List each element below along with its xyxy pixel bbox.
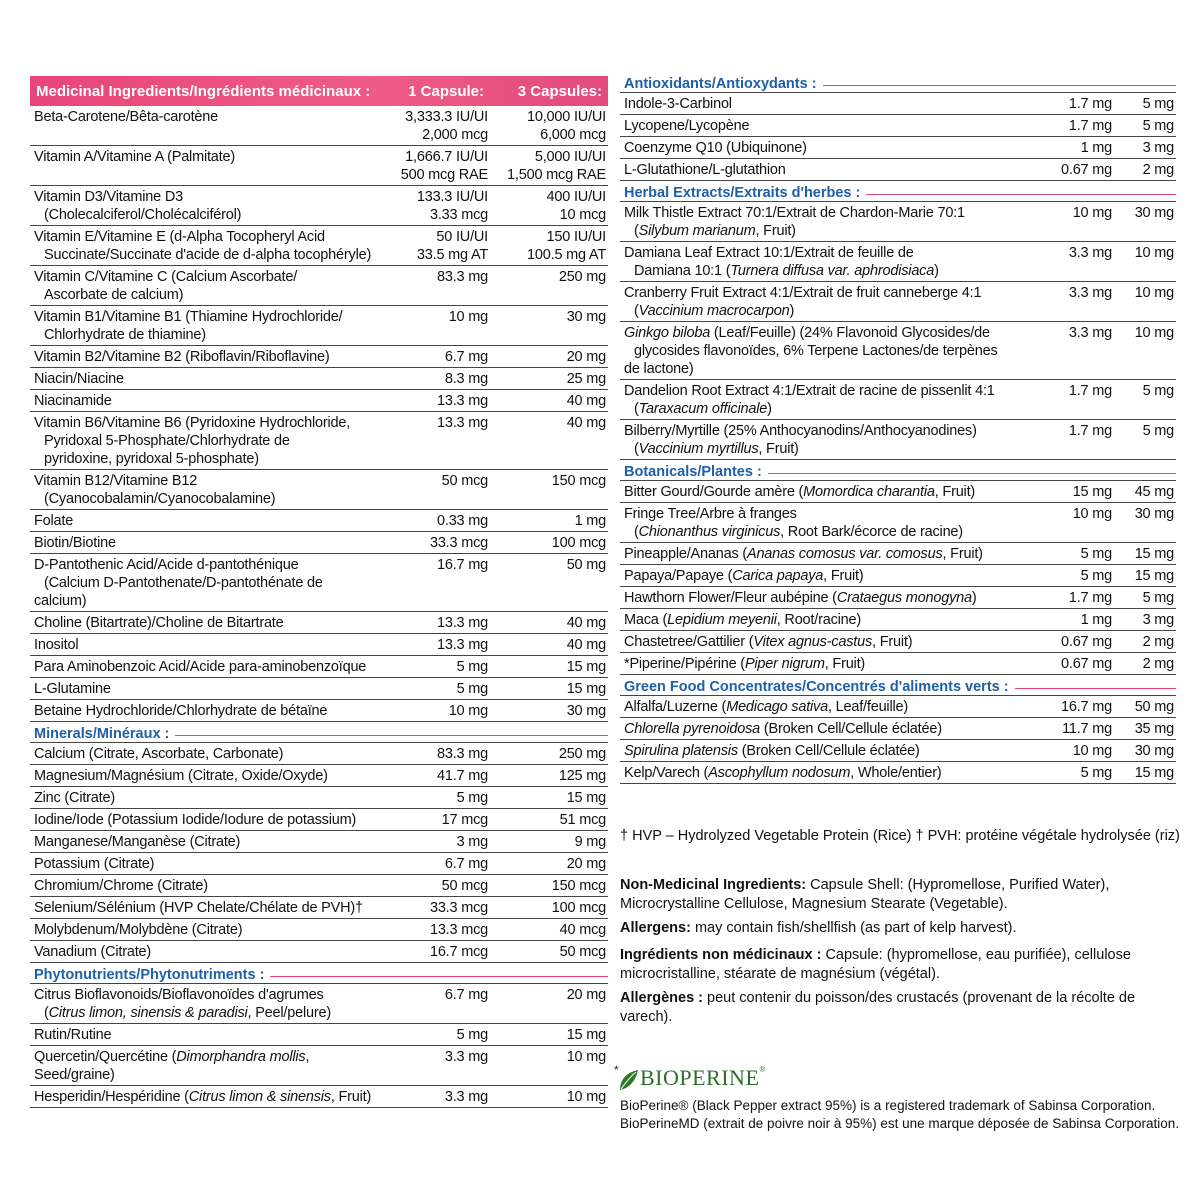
ingredient-row [620,93,1176,115]
table-header [30,76,608,106]
ingredient-name: Vitamin E/Vitamine E (d-Alpha Tocopheryl Acid Succinate/Succinate d'acide de d-alpha tocophéryle) [34,229,372,263]
ingredient-name: L-Glutamine [34,681,111,697]
dose-1-capsule: 10 mg [1072,743,1112,759]
ingredient-row [30,831,608,853]
dose-1-capsule: 0.67 mg [1061,162,1112,178]
ingredient-name: Vitamin A/Vitamine A (Palmitate) [34,149,235,165]
ingredient-name: Dandelion Root Extract 4:1/Extrait de racine de pissenlit 4:1 (Taraxacum officinale) [624,383,995,417]
ingredient-row [30,368,608,390]
dose-3-capsules: 15 mg [566,681,606,697]
dose-1-capsule: 6.7 mg [444,349,488,365]
ingredient-name: Citrus Bioflavonoids/Bioflavonoïdes d'agrumes (Citrus limon, sinensis & paradisi, Peel/pelure) [34,987,331,1021]
ingredient-name: Niacinamide [34,393,112,409]
ingredient-name: Kelp/Varech (Ascophyllum nodosum, Whole/entier) [624,765,942,781]
dose-3-capsules: 5 mg [1142,96,1174,112]
dose-3-capsules: 10,000 IU/UI 6,000 mcg [526,109,606,143]
dose-1-capsule: 10 mg [1072,506,1112,522]
dose-3-capsules: 2 mg [1142,634,1174,650]
ingredient-name: Bitter Gourd/Gourde amère (Momordica charantia, Fruit) [624,484,976,500]
ingredient-row [620,503,1176,543]
ingredient-name: Hesperidin/Hespéridine (Citrus limon & sinensis, Fruit) [34,1089,372,1105]
dose-3-capsules: 30 mg [566,703,606,719]
dose-1-capsule: 5 mg [1080,546,1112,562]
dose-1-capsule: 1 mg [1080,612,1112,628]
dose-3-capsules: 15 mg [566,790,606,806]
section-herbal-extracts: Herbal Extracts/Extraits d'herbes : [620,181,1176,202]
dose-1-capsule: 5 mg [456,790,488,806]
ingredient-row [30,919,608,941]
ingredient-row [620,740,1176,762]
dose-3-capsules: 400 IU/UI 10 mcg [546,189,606,223]
dose-1-capsule: 83.3 mg [437,269,488,285]
ingredient-row [30,743,608,765]
ingredient-row [30,678,608,700]
dose-3-capsules: 5 mg [1142,590,1174,606]
dose-1-capsule: 11.7 mg [1062,721,1112,737]
dose-1-capsule: 10 mg [1072,205,1112,221]
dose-1-capsule: 10 mg [448,703,488,719]
ingredient-row [620,543,1176,565]
dose-1-capsule: 5 mg [456,1027,488,1043]
leaf-icon [614,1064,640,1092]
dose-3-capsules: 30 mg [1134,743,1174,759]
ingredient-name: Rutin/Rutine [34,1027,112,1043]
dose-3-capsules: 50 mg [1134,699,1174,715]
ingredient-row [620,282,1176,322]
ingredient-row [30,809,608,831]
dose-1-capsule: 5 mg [456,659,488,675]
ingredient-name: Lycopene/Lycopène [624,118,750,134]
ingredient-name: Papaya/Papaye (Carica papaya, Fruit) [624,568,864,584]
ingredient-name: Beta-Carotene/Bêta-carotène [34,109,219,125]
ingredient-name: Iodine/Iode (Potassium Iodide/Iodure de potassium) [34,812,357,828]
dose-3-capsules: 10 mg [566,1049,606,1065]
section-botanicals: Botanicals/Plantes : [620,460,1176,481]
dose-3-capsules: 30 mg [566,309,606,325]
ingredient-row [30,412,608,470]
dose-3-capsules: 3 mg [1142,140,1174,156]
dose-1-capsule: 0.67 mg [1061,634,1112,650]
dose-3-capsules: 20 mg [566,856,606,872]
trademark-notes: BioPerine® (Black Pepper extract 95%) is a registered trademark of Sabinsa Corporation. BioPerineMD (extrait de poivre noir à 95%) est une marque déposée de Sabinsa Corporation. [620,1098,1180,1131]
dose-3-capsules: 10 mg [1134,245,1174,261]
dose-1-capsule: 5 mg [1080,568,1112,584]
dose-3-capsules: 10 mg [566,1089,606,1105]
ingredient-name: Vitamin B2/Vitamine B2 (Riboflavin/Riboflavine) [34,349,330,365]
ingredient-row [30,612,608,634]
ingredient-name: Para Aminobenzoic Acid/Acide para-aminobenzoïque [34,659,367,675]
section-green-food: Green Food Concentrates/Concentrés d'aliments verts : [620,675,1176,696]
dose-1-capsule: 10 mg [448,309,488,325]
ingredient-name: Vanadium (Citrate) [34,944,152,960]
ingredient-name: Manganese/Manganèse (Citrate) [34,834,241,850]
ingredient-name: Quercetin/Quercétine (Dimorphandra mollis, Seed/graine) [34,1049,310,1083]
dose-1-capsule: 41.7 mg [437,768,488,784]
ingredient-row [620,115,1176,137]
ingredient-row [30,146,608,186]
ingredient-row [30,226,608,266]
ingredient-name: Vitamin B1/Vitamine B1 (Thiamine Hydrochloride/ Chlorhydrate de thiamine) [34,309,343,343]
ingredient-name: Pineapple/Ananas (Ananas comosus var. comosus, Fruit) [624,546,983,562]
ingredient-name: Inositol [34,637,79,653]
dose-3-capsules: 25 mg [566,371,606,387]
ingredient-row [30,1024,608,1046]
hvp-footnote: † HVP – Hydrolyzed Vegetable Protein (Rice) † PVH: protéine végétale hydrolysée (riz) [620,828,1180,844]
ingredient-row [620,696,1176,718]
ingredient-name: Maca (Lepidium meyenii, Root/racine) [624,612,862,628]
ingredient-name: L-Glutathione/L-glutathion [624,162,786,178]
dose-1-capsule: 17 mcg [441,812,488,828]
medicinal-ingredients-table-right [620,72,1176,784]
dose-3-capsules: 40 mg [566,615,606,631]
header-col3: 3 Capsules: [517,82,602,100]
dose-1-capsule: 16.7 mcg [429,944,488,960]
dose-1-capsule: 1.7 mg [1068,383,1112,399]
dose-3-capsules: 150 mcg [551,878,606,894]
ingredient-row [30,106,608,146]
dose-3-capsules: 5 mg [1142,383,1174,399]
ingredient-row [30,897,608,919]
ingredient-row [620,587,1176,609]
dose-3-capsules: 2 mg [1142,162,1174,178]
ingredient-name: Choline (Bitartrate)/Choline de Bitartrate [34,615,284,631]
dose-1-capsule: 83.3 mg [437,746,488,762]
ingredient-name: Coenzyme Q10 (Ubiquinone) [624,140,807,156]
ingredient-name: Chastetree/Gattilier (Vitex agnus-castus, Fruit) [624,634,913,650]
dose-1-capsule: 50 mcg [441,878,488,894]
ingredient-row [30,765,608,787]
dose-1-capsule: 8.3 mg [444,371,488,387]
non-medicinal-block [620,876,1180,1027]
dose-1-capsule: 0.33 mg [437,513,488,529]
ingredient-name: Betaine Hydrochloride/Chlorhydrate de bétaïne [34,703,328,719]
ingredient-name: Vitamin C/Vitamine C (Calcium Ascorbate/ Ascorbate de calcium) [34,269,298,303]
dose-3-capsules: 20 mg [566,987,606,1003]
ingredient-row [30,306,608,346]
ingredient-row [30,346,608,368]
dose-1-capsule: 13.3 mg [437,393,488,409]
ingredient-name: Hawthorn Flower/Fleur aubépine (Crataegus monogyna) [624,590,977,606]
dose-3-capsules: 15 mg [1134,546,1174,562]
dose-3-capsules: 150 mcg [551,473,606,489]
header-col1: 1 Capsule: [408,82,484,100]
ingredient-name: Potassium (Citrate) [34,856,155,872]
ingredient-row [30,941,608,963]
ingredient-name: Vitamin B12/Vitamine B12 (Cyanocobalamin/Cyanocobalamine) [34,473,276,507]
ingredient-name: Ginkgo biloba (Leaf/Feuille) (24% Flavonoid Glycosides/de glycosides flavonoïdes, 6% Terpene Lactones/de terpènes de lactone) [624,325,998,377]
ingredient-row [30,266,608,306]
ingredient-name: Indole-3-Carbinol [624,96,732,112]
dose-1-capsule: 3.3 mg [444,1049,488,1065]
ingredient-name: Molybdenum/Molybdène (Citrate) [34,922,243,938]
allergens-fr: Allergènes : peut contenir du poisson/des crustacés (provenant de la récolte de varech). [620,990,1136,1025]
dose-1-capsule: 13.3 mcg [429,922,488,938]
dose-3-capsules: 45 mg [1134,484,1174,500]
dose-3-capsules: 15 mg [566,1027,606,1043]
ingredient-name: Fringe Tree/Arbre à franges (Chionanthus virginicus, Root Bark/écorce de racine) [624,506,963,540]
dose-3-capsules: 2 mg [1142,656,1174,672]
dose-3-capsules: 100 mcg [551,900,606,916]
dose-3-capsules: 250 mg [558,746,606,762]
allergens-en: Allergens: may contain fish/shellfish (as part of kelp harvest). [620,920,1017,936]
dose-3-capsules: 100 mcg [551,535,606,551]
dose-1-capsule: 16.7 mg [437,557,488,573]
dose-1-capsule: 16.7 mg [1061,699,1112,715]
dose-3-capsules: 40 mg [566,637,606,653]
dose-3-capsules: 15 mg [1134,568,1174,584]
ingredient-row [620,762,1176,784]
dose-1-capsule: 1.7 mg [1068,423,1112,439]
ingredient-row [30,984,608,1024]
ingredient-row [30,1086,608,1108]
dose-1-capsule: 3.3 mg [444,1089,488,1105]
ingredient-row [30,186,608,226]
ingredient-row [30,787,608,809]
dose-3-capsules: 5,000 IU/UI 1,500 mcg RAE [507,149,606,183]
dose-3-capsules: 30 mg [1134,205,1174,221]
dose-3-capsules: 30 mg [1134,506,1174,522]
dose-1-capsule: 50 mcg [441,473,488,489]
ingredient-row [620,159,1176,181]
ingredient-row [620,202,1176,242]
dose-1-capsule: 15 mg [1072,484,1112,500]
dose-1-capsule: 6.7 mg [444,856,488,872]
dose-3-capsules: 50 mcg [559,944,606,960]
ingredient-name: Folate [34,513,74,529]
ingredient-row [620,718,1176,740]
dose-3-capsules: 3 mg [1142,612,1174,628]
ingredient-row [30,1046,608,1086]
dose-1-capsule: 3.3 mg [1068,285,1112,301]
dose-1-capsule: 1,666.7 IU/UI 500 mcg RAE [400,149,488,183]
ingredient-name: Biotin/Biotine [34,535,116,551]
ingredient-row [620,631,1176,653]
dose-1-capsule: 5 mg [456,681,488,697]
ingredient-name: Alfalfa/Luzerne (Medicago sativa, Leaf/feuille) [624,699,908,715]
ingredient-name: Chromium/Chrome (Citrate) [34,878,208,894]
non-medicinal-en: Non-Medicinal Ingredients: Capsule Shell: (Hypromellose, Purified Water), Microcrystalline Cellulose, Magnesium Stearate (Vegetable). [620,877,1110,912]
ingredient-row [620,609,1176,631]
dose-3-capsules: 51 mcg [559,812,606,828]
ingredient-name: Niacin/Niacine [34,371,124,387]
medicinal-ingredients-table-left [30,76,608,1108]
ingredient-row [30,634,608,656]
dose-3-capsules: 1 mg [574,513,606,529]
dose-3-capsules: 40 mg [566,415,606,431]
dose-1-capsule: 1.7 mg [1068,118,1112,134]
ingredient-name: Calcium (Citrate, Ascorbate, Carbonate) [34,746,284,762]
ingredient-row [30,532,608,554]
dose-3-capsules: 40 mg [566,393,606,409]
ingredient-row [620,137,1176,159]
dose-3-capsules: 10 mg [1134,285,1174,301]
dose-3-capsules: 5 mg [1142,118,1174,134]
dose-1-capsule: 3.3 mg [1068,325,1112,341]
dose-1-capsule: 3.3 mg [1068,245,1112,261]
dose-1-capsule: 0.67 mg [1061,656,1112,672]
non-medicinal-fr: Ingrédients non médicinaux : Capsule: (hypromellose, eau purifiée), cellulose microcristalline, stéarate de magnésium (végétal). [620,947,1131,982]
ingredient-name: Zinc (Citrate) [34,790,115,806]
ingredient-row [30,853,608,875]
dose-3-capsules: 250 mg [558,269,606,285]
dose-3-capsules: 20 mg [566,349,606,365]
ingredient-row [30,656,608,678]
dose-1-capsule: 1 mg [1080,140,1112,156]
dose-3-capsules: 15 mg [1134,765,1174,781]
ingredient-name: *Piperine/Pipérine (Piper nigrum, Fruit) [624,656,866,672]
dose-3-capsules: 125 mg [558,768,606,784]
dose-3-capsules: 10 mg [1134,325,1174,341]
ingredient-row [620,653,1176,675]
ingredient-name: Magnesium/Magnésium (Citrate, Oxide/Oxyde) [34,768,328,784]
dose-3-capsules: 9 mg [574,834,606,850]
ingredient-row [620,565,1176,587]
ingredient-name: Vitamin D3/Vitamine D3 (Cholecalciferol/Cholécalciférol) [34,189,242,223]
dose-1-capsule: 50 IU/UI 33.5 mg AT [416,229,488,263]
logo-text: BIOPERINE® [640,1065,766,1090]
ingredient-row [30,510,608,532]
dose-3-capsules: 50 mg [566,557,606,573]
ingredient-name: Spirulina platensis (Broken Cell/Cellule éclatée) [624,743,920,759]
ingredient-row [620,242,1176,282]
dose-3-capsules: 35 mg [1134,721,1174,737]
ingredient-row [620,481,1176,503]
ingredient-name: D-Pantothenic Acid/Acide d-pantothénique (Calcium D-Pantothenate/D-pantothénate de calcium) [34,557,323,609]
section-antioxidants: Antioxidants/Antioxydants : [620,72,1176,93]
ingredient-row [30,700,608,722]
dose-3-capsules: 15 mg [566,659,606,675]
dose-1-capsule: 33.3 mcg [429,900,488,916]
dose-1-capsule: 5 mg [1080,765,1112,781]
ingredient-row [30,470,608,510]
dose-1-capsule: 6.7 mg [444,987,488,1003]
ingredient-name: Chlorella pyrenoidosa (Broken Cell/Cellule éclatée) [624,721,942,737]
header-name: Medicinal Ingredients/Ingrédients médicinaux : [36,82,371,100]
ingredient-name: Cranberry Fruit Extract 4:1/Extrait de fruit canneberge 4:1 (Vaccinium macrocarpon) [624,285,982,319]
dose-1-capsule: 3,333.3 IU/UI 2,000 mcg [405,109,488,143]
ingredient-row [620,322,1176,380]
dose-1-capsule: 133.3 IU/UI 3.33 mcg [416,189,488,223]
ingredient-row [30,390,608,412]
ingredient-row [620,380,1176,420]
ingredient-row [30,554,608,612]
dose-1-capsule: 13.3 mg [437,415,488,431]
ingredient-row [620,420,1176,460]
section-phytonutrients: Phytonutrients/Phytonutriments : [30,963,608,984]
dose-1-capsule: 13.3 mg [437,615,488,631]
dose-1-capsule: 13.3 mg [437,637,488,653]
dose-3-capsules: 40 mcg [559,922,606,938]
dose-3-capsules: 5 mg [1142,423,1174,439]
bioperine-logo [614,1064,766,1092]
ingredient-name: Milk Thistle Extract 70:1/Extrait de Chardon-Marie 70:1 (Silybum marianum, Fruit) [624,205,965,239]
section-minerals: Minerals/Minéraux : [30,722,608,743]
svg-text:*: * [614,1064,619,1077]
ingredient-name: Selenium/Sélénium (HVP Chelate/Chélate de PVH)† [34,900,363,916]
ingredient-name: Damiana Leaf Extract 10:1/Extrait de feuille de Damiana 10:1 (Turnera diffusa var. aphrodisiaca) [624,245,939,279]
ingredient-name: Vitamin B6/Vitamine B6 (Pyridoxine Hydrochloride, Pyridoxal 5-Phosphate/Chlorhydrate de pyridoxine, pyridoxal 5-phosphate) [34,415,351,467]
dose-3-capsules: 150 IU/UI 100.5 mg AT [527,229,606,263]
dose-1-capsule: 1.7 mg [1068,96,1112,112]
dose-1-capsule: 3 mg [456,834,488,850]
dose-1-capsule: 33.3 mcg [429,535,488,551]
ingredient-name: Bilberry/Myrtille (25% Anthocyanodins/Anthocyanodines) (Vaccinium myrtillus, Fruit) [624,423,977,457]
ingredient-row [30,875,608,897]
dose-1-capsule: 1.7 mg [1068,590,1112,606]
